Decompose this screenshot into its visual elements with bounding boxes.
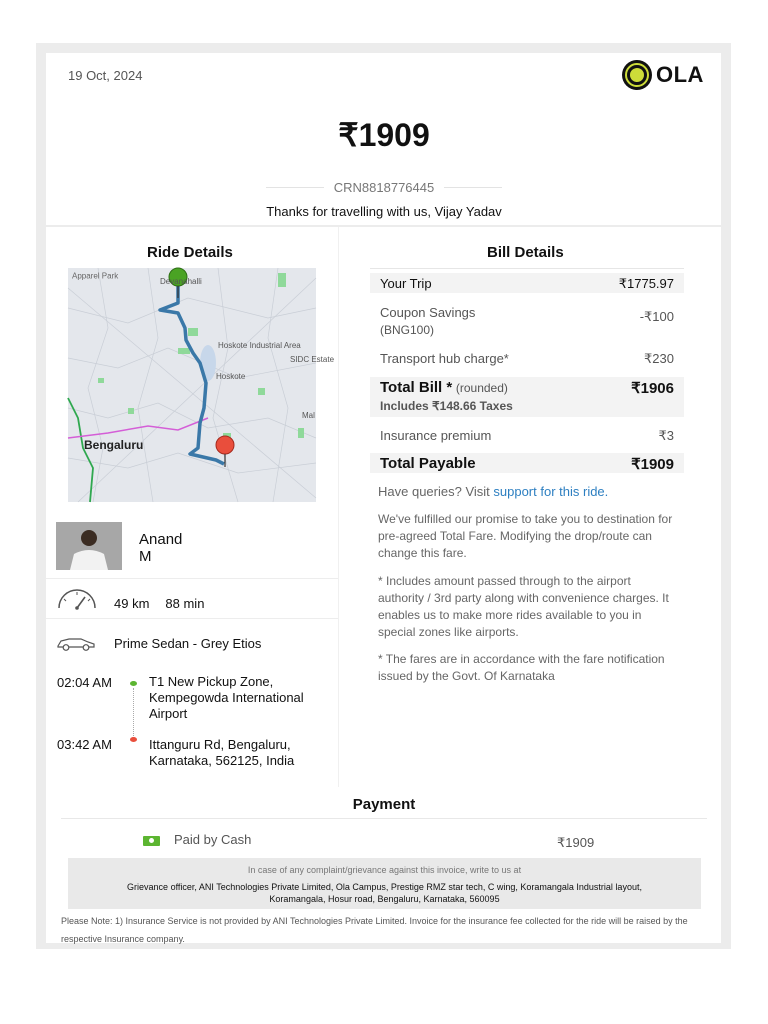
divider <box>444 187 502 188</box>
payment-amount: ₹1909 <box>557 835 595 850</box>
your-trip-row <box>370 273 684 293</box>
car-icon <box>56 634 96 652</box>
govt-fare-note: * The fares are in accordance with the fare notification issued by the Govt. Of Karnataka <box>378 652 665 683</box>
payment-title: Payment <box>352 796 416 813</box>
your-trip-value: ₹1775.97 <box>618 276 674 291</box>
pickup-dot-icon <box>130 681 137 686</box>
divider <box>370 268 684 269</box>
pickup-time: 02:04 AM <box>57 675 112 690</box>
support-link[interactable]: support for this ride. <box>493 484 609 499</box>
your-trip-label: Your Trip <box>380 276 432 291</box>
divider <box>61 818 707 819</box>
total-bill-value: ₹1906 <box>631 380 674 397</box>
ola-logo-icon <box>622 60 652 90</box>
insurance-disclaimer: Please Note: 1) Insurance Service is not provided by ANI Technologies Private Limited. Invoice for the insurance fee collected for the ride will be raised by the respective Insurance company. <box>61 916 688 944</box>
fare-promise-note: We've fulfilled our promise to take you to destination for pre-agreed Total Fare. Modifying the drop/route can change this fare. <box>378 512 673 560</box>
map-label-hoskote: Hoskote <box>216 372 246 382</box>
ola-logo-text: OLA <box>656 62 704 87</box>
route-map <box>68 268 335 502</box>
vehicle-row <box>56 634 261 652</box>
total-payable-value: ₹1909 <box>631 456 674 473</box>
airport-charges-note: * Includes amount passed through to the airport authority / 3rd party along with convenience charges. It enables us to make more rides available to you in special zones like airports. <box>378 574 669 639</box>
pickup-address: T1 New Pickup Zone, Kempegowda International Airport <box>149 674 304 721</box>
driver-last-name: M <box>139 548 152 565</box>
map-label-sidc: SIDC Estate <box>290 355 335 365</box>
drop-dot-icon <box>130 737 137 742</box>
route-connector <box>133 688 134 736</box>
total-bill-label: Total Bill * <box>380 379 453 396</box>
map-label-mal: Mal <box>302 411 315 421</box>
complaint-text: In case of any complaint/grievance against this invoice, write to us at <box>247 865 522 875</box>
map-label-hoskote-industrial: Hoskote Industrial Area <box>218 341 301 351</box>
transport-value: ₹230 <box>644 351 674 366</box>
divider <box>266 187 324 188</box>
column-divider <box>338 227 339 787</box>
header-divider <box>46 225 721 227</box>
queries-line <box>378 483 678 500</box>
driver-first-name: Anand <box>139 531 183 548</box>
driver-photo <box>56 522 122 570</box>
map-label-apparel-park: Apparel Park <box>72 271 119 281</box>
thanks-message: Thanks for travelling with us, Vijay Yadav <box>266 204 502 219</box>
total-payable-label: Total Payable <box>380 455 476 472</box>
ola-logo <box>622 60 704 90</box>
insurance-row <box>370 428 684 446</box>
queries-text: Have queries? Visit <box>378 484 490 499</box>
grievance-address: Grievance officer, ANI Technologies Private Limited, Ola Campus, Prestige RMZ star tech, C wing, Koramangala Industrial layout, Koramangala, Hosur road, Bengaluru, Karnataka, 560095 <box>127 882 642 904</box>
total-bill-row <box>370 377 684 417</box>
transport-row <box>370 351 684 369</box>
transport-label: Transport hub charge* <box>380 351 509 366</box>
distance: 49 km <box>114 596 150 611</box>
payment-method: Paid by Cash <box>174 832 252 847</box>
insurance-label: Insurance premium <box>380 428 492 443</box>
grievance-box <box>68 858 701 909</box>
coupon-row <box>370 305 684 341</box>
total-bill-rounded: (rounded) <box>455 381 508 395</box>
coupon-value: -₹100 <box>639 309 674 324</box>
coupon-code: (BNG100) <box>380 323 435 337</box>
vehicle-type: Prime Sedan - Grey Etios <box>114 635 262 651</box>
total-amount: ₹1909 <box>338 117 430 153</box>
cash-icon <box>143 836 160 846</box>
drop-address: Ittanguru Rd, Bengaluru, Karnataka, 562125, India <box>149 737 295 768</box>
total-payable-row <box>370 453 684 473</box>
map-label-bengaluru: Bengaluru <box>84 438 144 453</box>
ride-details-title: Ride Details <box>147 244 233 261</box>
trip-stats <box>56 586 204 611</box>
divider <box>46 618 338 619</box>
bill-details-title: Bill Details <box>487 244 564 261</box>
crn-number: CRN8818776445 <box>333 180 435 195</box>
duration: 88 min <box>165 596 205 611</box>
map-label-devanahalli: Devanahalli <box>160 277 202 287</box>
insurance-value: ₹3 <box>658 428 674 443</box>
invoice-date: 19 Oct, 2024 <box>68 68 143 83</box>
crn-row <box>266 180 502 195</box>
speedometer-icon <box>56 588 98 610</box>
drop-time: 03:42 AM <box>57 737 112 752</box>
taxes-note: Includes ₹148.66 Taxes <box>380 399 513 413</box>
divider <box>46 578 338 579</box>
coupon-label: Coupon Savings <box>380 305 476 320</box>
